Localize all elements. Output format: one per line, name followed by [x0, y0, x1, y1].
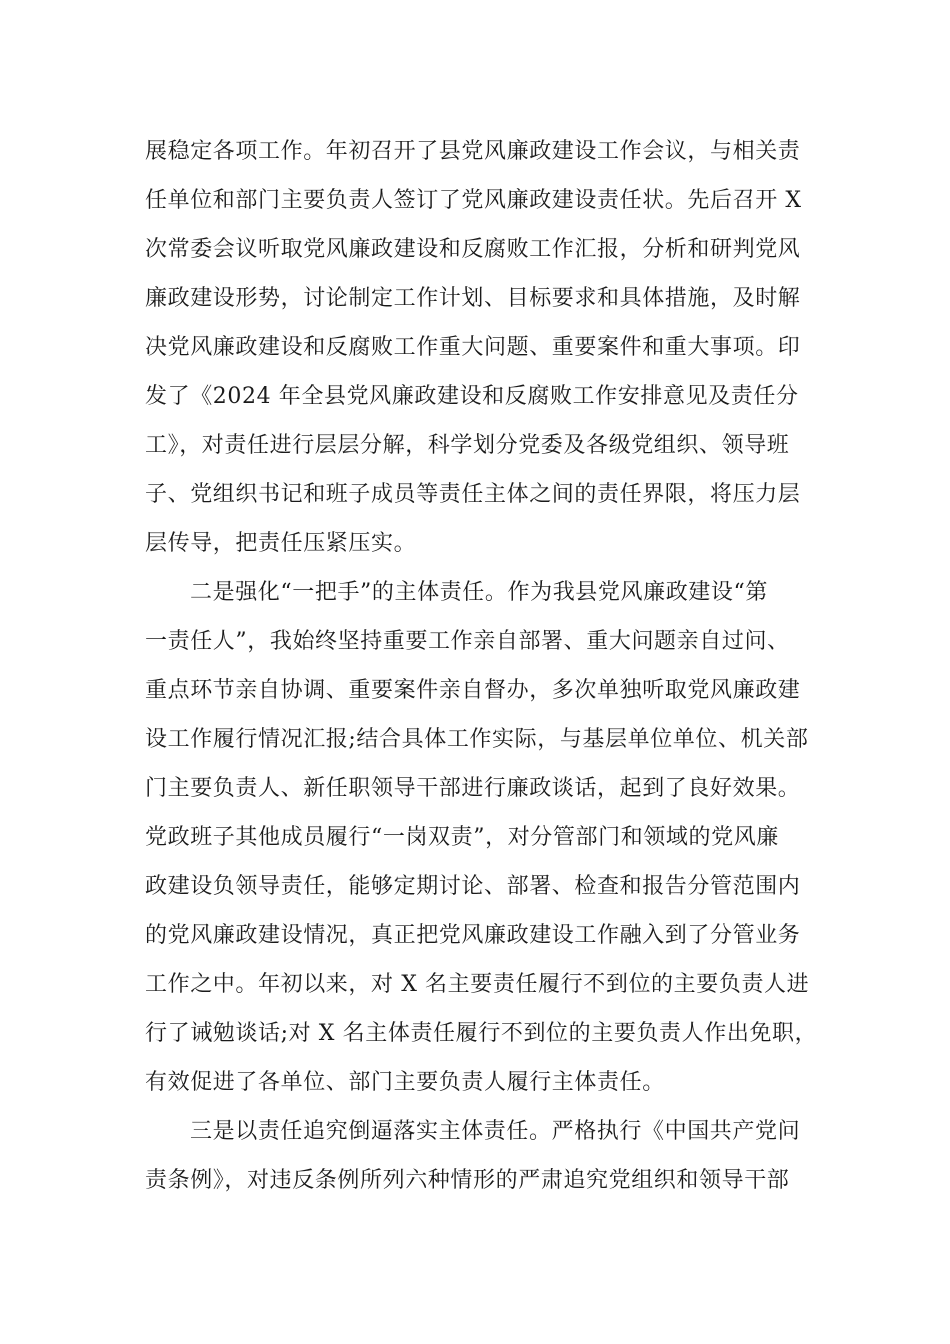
- text-line: 的党风廉政建设情况，真正把党风廉政建设工作融入到了分管业务: [145, 923, 801, 948]
- text-line: 层传导，把责任压紧压实。: [145, 531, 417, 556]
- text-line: 任单位和部门主要负责人签订了党风廉政建设责任状。先后召开 X: [145, 188, 802, 213]
- text-line: 决党风廉政建设和反腐败工作重大问题、重要案件和重大事项。印: [145, 335, 801, 360]
- text-line: 行了诫勉谈话;对 X 名主体责任履行不到位的主要负责人作出免职，: [145, 1021, 818, 1046]
- text-line: 党政班子其他成员履行“一岗双责”，对分管部门和领域的党风廉: [145, 825, 779, 850]
- text-line: 重点环节亲自协调、重要案件亲自督办，多次单独听取党风廉政建: [145, 678, 801, 703]
- text-line: 设工作履行情况汇报;结合具体工作实际，与基层单位单位、机关部: [145, 727, 809, 752]
- text-line: 有效促进了各单位、部门主要负责人履行主体责任。: [145, 1070, 665, 1095]
- text-line: 一责任人”，我始终坚持重要工作亲自部署、重大问题亲自过问、: [145, 629, 790, 654]
- text-line: 次常委会议听取党风廉政建设和反腐败工作汇报，分析和研判党风: [145, 237, 801, 262]
- text-line: 工作之中。年初以来，对 X 名主要责任履行不到位的主要负责人进: [145, 972, 810, 997]
- paragraph-start-line: 二是强化“一把手”的主体责任。作为我县党风廉政建设“第: [190, 580, 768, 605]
- text-line: 门主要负责人、新任职领导干部进行廉政谈话，起到了良好效果。: [145, 776, 801, 801]
- text-line: 政建设负领导责任，能够定期讨论、部署、检查和报告分管范围内: [145, 874, 801, 899]
- text-line: 工》，对责任进行层层分解，科学划分党委及各级党组织、领导班: [145, 433, 790, 458]
- paragraph-start-line: 三是以责任追究倒逼落实主体责任。严格执行《中国共产党问: [190, 1119, 801, 1144]
- text-line: 发了《2024 年全县党风廉政建设和反腐败工作安排意见及责任分: [145, 384, 799, 409]
- text-line: 展稳定各项工作。年初召开了县党风廉政建设工作会议，与相关责: [145, 139, 801, 164]
- text-line: 责条例》，对违反条例所列六种情形的严肃追究党组织和领导干部: [145, 1168, 790, 1193]
- text-line: 子、党组织书记和班子成员等责任主体之间的责任界限，将压力层: [145, 482, 801, 507]
- text-line: 廉政建设形势，讨论制定工作计划、目标要求和具体措施，及时解: [145, 286, 801, 311]
